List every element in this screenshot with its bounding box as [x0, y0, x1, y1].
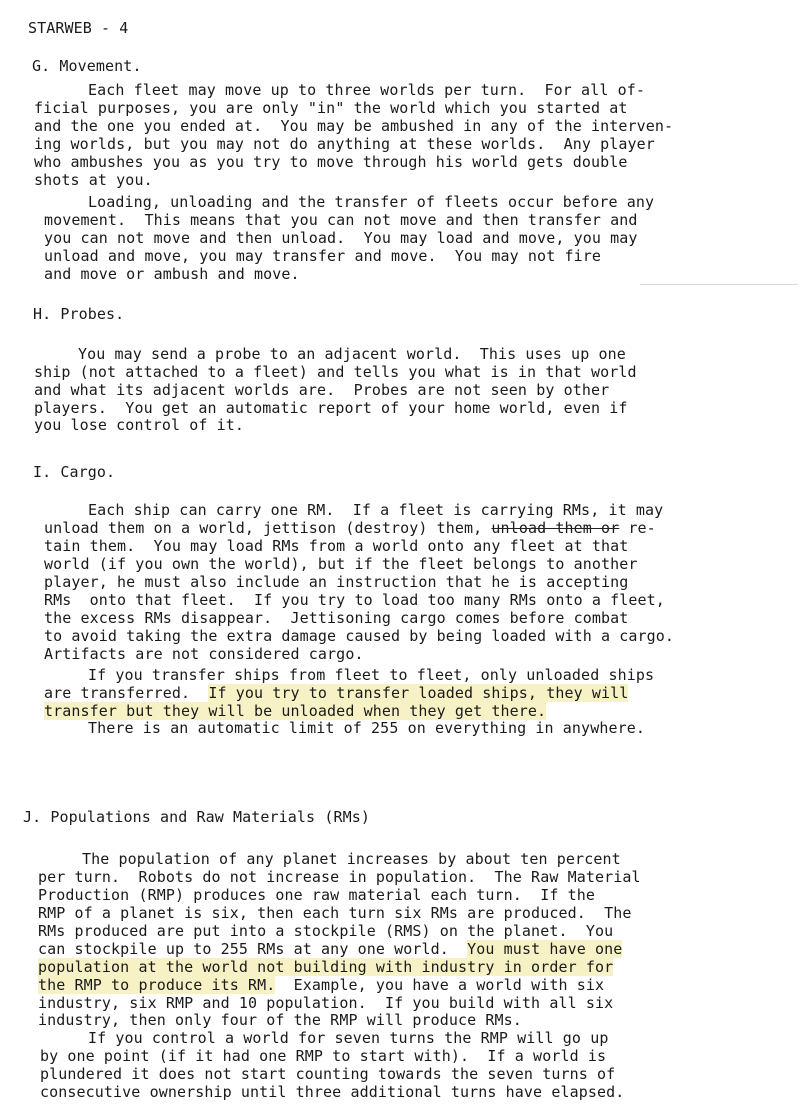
- paragraph-line: The population of any planet increases by about ten percent: [82, 850, 621, 868]
- section-heading-probes: H. Probes.: [33, 305, 125, 323]
- cargo-line-start: unload them on a world, jettison (destroy) them,: [44, 519, 492, 537]
- paragraph-line: industry, six RMP and 10 population. If you build with all six: [38, 994, 614, 1012]
- paragraph-line: RMs onto that fleet. If you try to load too many RMs onto a fleet,: [44, 591, 665, 609]
- paragraph-line: and the one you ended at. You may be ambushed in any of the interven-: [34, 117, 674, 135]
- paragraph-line: [38, 940, 622, 958]
- paragraph-line: tain them. You may load RMs from a world onto any fleet at that: [44, 537, 629, 555]
- divider: [640, 284, 798, 285]
- paragraph-line: [38, 958, 613, 976]
- paragraph-line: to avoid taking the extra damage caused by being loaded with a cargo.: [44, 627, 675, 645]
- paragraph-line: Artifacts are not considered cargo.: [44, 645, 364, 663]
- section-heading-movement: G. Movement.: [32, 57, 142, 75]
- paragraph-line: shots at you.: [34, 171, 153, 189]
- cargo-line-start: are transferred.: [44, 684, 209, 702]
- paragraph-line: you lose control of it.: [34, 416, 245, 434]
- paragraph-line: Loading, unloading and the transfer of fleets occur before any: [88, 193, 655, 211]
- section-heading-populations: J. Populations and Raw Materials (RMs): [23, 808, 370, 826]
- paragraph-line: [38, 976, 604, 994]
- paragraph-line: You may send a probe to an adjacent world. This uses up one: [78, 345, 626, 363]
- paragraph-line: If you transfer ships from fleet to fleet, only unloaded ships: [88, 666, 655, 684]
- paragraph-line: and move or ambush and move.: [44, 265, 300, 283]
- highlighted-text: population at the world not building with industry in order for: [38, 958, 614, 976]
- paragraph-line: ficial purposes, you are only "in" the world which you started at: [34, 99, 628, 117]
- paragraph-line: ship (not attached to a fleet) and tells you what is in that world: [34, 363, 637, 381]
- populations-line-start: can stockpile up to 255 RMs at any one world.: [38, 940, 468, 958]
- paragraph-line: players. You get an automatic report of your home world, even if: [34, 399, 628, 417]
- paragraph-line: [44, 519, 656, 537]
- paragraph-line: ing worlds, but you may not do anything at these worlds. Any player: [34, 135, 655, 153]
- paragraph-line: and what its adjacent worlds are. Probes are not seen by other: [34, 381, 610, 399]
- paragraph-line: There is an automatic limit of 255 on everything in anywhere.: [88, 719, 645, 737]
- paragraph-line: per turn. Robots do not increase in population. The Raw Material: [38, 868, 641, 886]
- paragraph-line: Each fleet may move up to three worlds per turn. For all of-: [88, 81, 645, 99]
- paragraph-line: by one point (if it had one RMP to start with). If a world is: [40, 1047, 607, 1065]
- paragraph-line: the excess RMs disappear. Jettisoning cargo comes before combat: [44, 609, 629, 627]
- paragraph-line: industry, then only four of the RMP will produce RMs.: [38, 1011, 522, 1029]
- highlighted-text: the RMP to produce its RM.: [38, 976, 276, 994]
- populations-line-end: Example, you have a world with six: [275, 976, 605, 994]
- paragraph-line: movement. This means that you can not move and then transfer and: [44, 211, 638, 229]
- paragraph-line: If you control a world for seven turns the RMP will go up: [88, 1029, 609, 1047]
- struck-text: unload them or: [491, 519, 620, 537]
- paragraph-line: player, he must also include an instruction that he is accepting: [44, 573, 629, 591]
- paragraph-line: you can not move and then unload. You may load and move, you may: [44, 229, 638, 247]
- paragraph-line: [44, 684, 628, 702]
- highlighted-text: transfer but they will be unloaded when they get there.: [44, 702, 547, 720]
- paragraph-line: plundered it does not start counting towards the seven turns of: [40, 1065, 616, 1083]
- paragraph-line: who ambushes you as you try to move through his world gets double: [34, 153, 628, 171]
- paragraph-line: unload and move, you may transfer and move. You may not fire: [44, 247, 601, 265]
- paragraph-line: world (if you own the world), but if the fleet belongs to another: [44, 555, 638, 573]
- paragraph-line: Production (RMP) produces one raw material each turn. If the: [38, 886, 595, 904]
- highlighted-text: If you try to transfer loaded ships, they will: [208, 684, 629, 702]
- highlighted-text: You must have one: [467, 940, 623, 958]
- cargo-line-end: re-: [619, 519, 656, 537]
- paragraph-line: consecutive ownership until three additional turns have elapsed.: [40, 1083, 625, 1101]
- paragraph-line: RMP of a planet is six, then each turn six RMs are produced. The: [38, 904, 632, 922]
- paragraph-line: [44, 702, 546, 720]
- page-header: STARWEB - 4: [28, 19, 129, 37]
- paragraph-line: RMs produced are put into a stockpile (RMS) on the planet. You: [38, 922, 614, 940]
- section-heading-cargo: I. Cargo.: [33, 463, 116, 481]
- paragraph-line: Each ship can carry one RM. If a fleet is carrying RMs, it may: [88, 501, 664, 519]
